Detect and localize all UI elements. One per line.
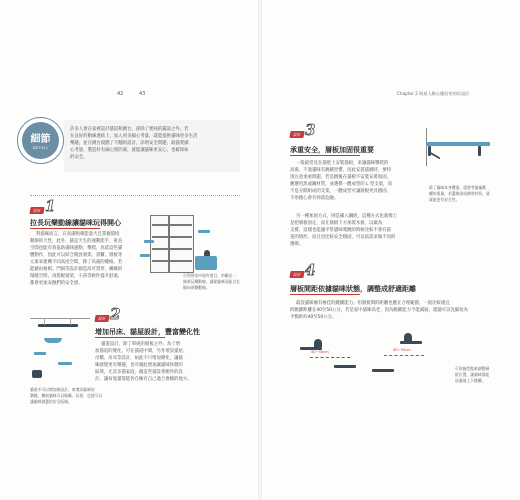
detail-subtitle: DETAIL (32, 146, 49, 150)
caption-line: 板位置，讓貓咪都能 (455, 372, 490, 377)
book-gutter (258, 0, 262, 500)
heading-underline (30, 228, 100, 229)
caption-line: 樂趣，擴展貓咪可以躲藏、玩耍，也使可以 (30, 393, 103, 398)
body-line: 區域，尤其多貓家庭，藉這些貓設著額外的設 (95, 370, 183, 375)
body-line: 的跳躍距離在40至50公分，若是家中貓咪高老，因為跳躍能力不能減弱，建議可以先縮短為 (290, 308, 469, 313)
design-number: 1 (45, 197, 56, 215)
body-line: 吊橋、吊床等設計，如此不只增加變化，讓貓 (95, 356, 183, 361)
body-line: 動靜的天性，此外，貓是天生的運動能手，垂直 (30, 239, 123, 244)
body-line: 應選用黑或鋼材質，並選擇一體成型的 L 型支架，而 (290, 182, 392, 187)
cat-shelf-illustration (140, 210, 220, 280)
body-line: 體動作，因此可以結合開放層架、書櫃、層板等 (30, 253, 123, 258)
caption-line: 貓道中可以增加掛設計，來增添貓咪的 (30, 387, 95, 392)
page-number-right: 43 (139, 91, 146, 97)
intro-line: 的安全。 (70, 155, 88, 160)
caption-line: 就能更有安全性。 (429, 197, 460, 202)
body-line: 對貓咪而言，在高處咆哮能量大且掌握環境 (36, 232, 120, 237)
intro-line: 在良好的動線連結上，加入更多細心考量，就能提供貓咪更多生活 (70, 134, 198, 139)
design3-heading: 承重安全，層板加固很重要 (290, 146, 374, 154)
design4-heading: 層板間距依據貓咪狀態，調整成舒適距離 (290, 285, 416, 293)
dimension-label-right: 40~50cm (393, 348, 411, 352)
body-line: 貓道設計，除了單純的層板之外，為了增 (101, 342, 181, 347)
body-line: 不是分開組成的支架，一體成型可讓層板更具穩固， (290, 189, 391, 194)
design-badge-4 (290, 262, 315, 278)
bracket-shelf-illustration (420, 128, 505, 188)
body-line: 都會更加安撫們的安全感。 (30, 281, 83, 286)
design-label: 設計 (94, 315, 109, 322)
intro-line: 心考量，製造好有細心照的窩，就能讓貓咪更安心，也確保如 (70, 148, 189, 153)
caption-line: 可利用家中現有書目，串聯出一 (183, 273, 237, 278)
design-label: 設計 (29, 207, 44, 214)
design-label: 設計 (289, 131, 304, 138)
body-line: 高處，不過貓咪有跳躍習慣，因此安裝貓板時，要特 (290, 168, 391, 173)
body-line: 加貓道的變化，可在貓道中間，另外增設貓屋、 (95, 349, 188, 354)
caption-line: 躍的重量，若選擇黑或鋼等材質，就 (429, 191, 490, 196)
running-header: Chapter 2 明星人類心優居家的好設計 (397, 91, 470, 96)
caption-line: 順向的樂動線。 (183, 285, 210, 290)
design-badge-2 (95, 306, 120, 322)
design-badge-1 (30, 198, 55, 214)
body-line: 選擇。 (290, 242, 304, 247)
spacing-illustration-right (370, 335, 442, 390)
right-page (261, 0, 520, 500)
body-line: 最設貓咪擁有極佳的跳躍能力，但層板間的距離也應在合理範圍，一般比較適宜 (296, 301, 450, 306)
dimension-label-left: 40~50cm (311, 350, 329, 354)
page-number-left: 42 (117, 91, 124, 97)
body-line: 別注意承重問題，若是跳後在貓板不安裝安裝加固， (290, 175, 391, 180)
design-number: 2 (110, 305, 121, 323)
spacing-illustration-left (290, 335, 362, 390)
heading-underline (290, 294, 360, 295)
divider (30, 195, 240, 196)
body-line: 晃的情形，而且也比較安全穩固，可以依需求做不同的 (290, 235, 396, 240)
design-number: 4 (305, 261, 316, 279)
body-line: 支撐，這樣也能讓平常貓咪爬跳的時候比較不會有搖 (290, 228, 391, 233)
caption-line: 舒適地上下跳躍。 (455, 378, 486, 383)
intro-line: 樂趣，並在跳台規劃了不翻的設計，添增安全問題，最貓愛細 (70, 141, 189, 146)
body-line: 是把層板固定，而在層板下方加裝木板，以做為 (290, 221, 383, 226)
body-line: 能藉由格棋、門洞等設計創造高可貫穿，橫織的 (30, 267, 123, 272)
design-label: 設計 (289, 271, 304, 278)
body-line: 另一種加固方式，則是鋪入鋼底，這種方式也就像土 (296, 214, 397, 219)
heading-underline (290, 155, 360, 156)
body-line: 計，讓每隻貓都能各自擁有自己適合會睡的地方。 (95, 377, 192, 382)
body-line: 咪感覺更有樂趣，也可藉此增加讓貓咪休憩的 (95, 363, 183, 368)
hammock-illustration (30, 318, 90, 382)
caption-line: 可依貓型態來調整層 (455, 366, 490, 371)
design1-heading: 拉長玩樂動線讓貓咪玩得開心 (30, 219, 121, 227)
detail-title: 細節 (30, 134, 51, 145)
design2-heading: 增加吊床、貓屋設計，豐富變化性 (95, 328, 200, 336)
design-number: 3 (305, 121, 316, 139)
body-line: 元素來建構不同高度空間，除了高處的樓格，若 (30, 260, 123, 265)
caption-line: 除了貓咪本身體重，還要考量貓跳 (429, 185, 486, 190)
caption-line: 讓貓咪挑選的安全區域。 (30, 399, 72, 404)
body-line: 一般最常見在貓壁上安裝貓板，來讓貓咪攀爬的 (296, 161, 389, 166)
intro-line: 許多人會在家裡設計貓道和跳台，卻除了要純的擺設之外，若 (70, 127, 189, 132)
heading-underline (95, 337, 165, 338)
body-line: 不用擔心會有掉落危險。 (290, 196, 339, 201)
design-badge-3 (290, 122, 315, 138)
body-line: 平衡距約40至50公分。 (290, 315, 337, 320)
body-line: 環繞空間，再搭配層架，小孩等軟件提升舒適， (30, 274, 123, 279)
body-line: 空間也能有效協助貓咪運動、攀爬，為延這些貓 (30, 246, 123, 251)
caption-line: 條遊玩樂動線，讓從貓咪而能自在 (183, 279, 240, 284)
